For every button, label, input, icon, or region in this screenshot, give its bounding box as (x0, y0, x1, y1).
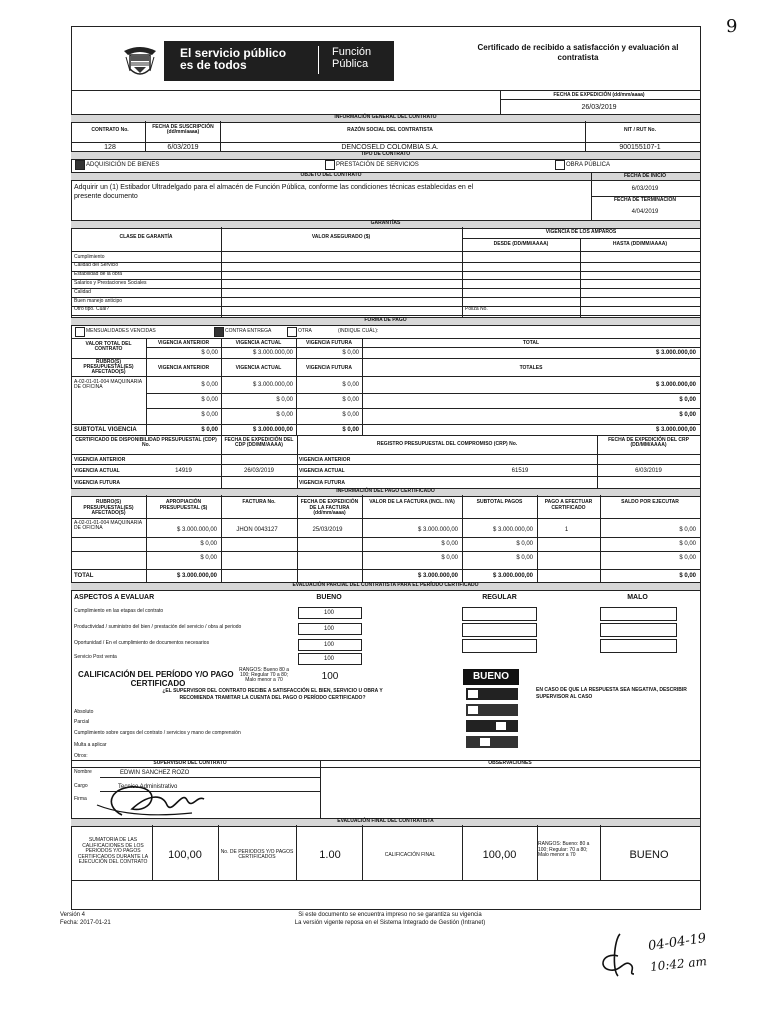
aspect-score: 100 (323, 656, 334, 662)
payment-info-col-line (462, 495, 463, 582)
handwritten-initials (590, 930, 650, 980)
aspect-score: 100 (323, 642, 334, 648)
question-1: ¿EL SUPERVISOR DEL CONTRATO RECIBE A SATISFACCIÓN EL BIEN, SERVICIO U OBRA Y (162, 688, 383, 694)
to-label: HASTA (DD/MM/AAAA) (612, 241, 668, 247)
rule (221, 338, 222, 435)
rule (71, 376, 700, 377)
subtotal-current: $ 3.000.000,00 (252, 427, 293, 433)
final-eval-title: EVALUACIÓN FINAL DEL CONTRATISTA (337, 818, 434, 824)
guarantee-row-label: Buen manejo anticipo (74, 297, 123, 304)
payment-form-cell: $ 0,00 (342, 412, 359, 418)
brand-line-2: es de todos (180, 58, 247, 72)
payment-info-cell: $ 3.000.000,00 (176, 527, 217, 533)
payment-info-col-line (297, 495, 298, 582)
rp-date[interactable]: 6/03/2019 (635, 468, 662, 474)
brand-divider (318, 46, 319, 74)
guarantee-row-label: Calidad (74, 288, 91, 295)
entity-line-1: Función (332, 46, 372, 58)
rule (462, 825, 463, 880)
footer-notice-2: La versión vigente reposa en el Sistema Integrado de Gestión (Intranet) (294, 920, 486, 926)
payment-info-cell: 1 (564, 527, 569, 533)
final-word: BUENO (629, 849, 669, 861)
nit-value[interactable]: 900155107-1 (619, 144, 661, 151)
issue-date-value[interactable]: 26/03/2019 (581, 104, 617, 111)
type-works-label: OBRA PÚBLICA (566, 162, 611, 168)
answer-line-3: Otros: (74, 753, 88, 759)
col-bad-label: MALO (627, 594, 648, 601)
cdp-date[interactable]: 26/03/2019 (243, 468, 275, 474)
from-label: DESDE (DD/MM/AAAA) (493, 241, 549, 247)
range-note: RANGOS: Bueno 80 a 100; Regular 70 a 80; Malo menor a 70 (238, 667, 290, 683)
aspect-bad-box[interactable] (600, 639, 677, 653)
subtotal-total: $ 3.000.000,00 (655, 427, 696, 433)
rule (71, 569, 700, 570)
note-text-2: SUPERVISOR AL CASO (536, 694, 593, 700)
rule (145, 121, 146, 151)
payment-info-cell: JHON 0043127 (236, 527, 278, 533)
row1-prev: $ 0,00 (201, 350, 218, 356)
payment-info-row-line (71, 537, 700, 538)
payment-info-col-line (146, 495, 147, 582)
page-number: 9 (726, 16, 738, 37)
guarantees-title: GARANTÍAS (370, 220, 401, 226)
footer-version: Versión 4 (60, 912, 86, 918)
payment-info-cell: $ 3.000.000,00 (417, 527, 458, 533)
rule (71, 518, 700, 519)
payment-info-header: FACTURA No. (242, 499, 276, 505)
aspects-label: ASPECTOS A EVALUAR (74, 594, 155, 601)
handwritten-time: 10:42 am (649, 954, 708, 974)
pay-on-delivery-checkbox[interactable] (214, 327, 224, 337)
object-text-1: Adquirir un (1) Estibador Ultradelgado para el almacén de Función Pública, conforme las condiciones técnicas establecidas en el (74, 184, 474, 191)
calification-value: 100 (321, 671, 339, 682)
aspect-label: Oportunidad / En el cumplimiento de documentos necesarios (74, 640, 210, 646)
cdp-date-label: FECHA DE EXPEDICIÓN DEL CDP (DD/MM/AAAA) (224, 437, 294, 448)
nit-label: NIT / RUT No. (624, 127, 656, 133)
rule (71, 880, 700, 881)
subtotal-label: SUBTOTAL VIGENCIA (74, 427, 137, 433)
payment-info-total-cell: $ 3.000.000,00 (417, 573, 458, 579)
payment-info-header: FECHA DE EXPEDICIÓN DE LA FACTURA (dd/mm/aaaa) (300, 499, 359, 516)
validity-label: VIGENCIA DE LOS AMPAROS (545, 229, 617, 235)
total-label: TOTAL (522, 340, 540, 346)
payment-form-title: FORMA DE PAGO (364, 317, 407, 323)
pay-monthly-label: MENSUALIDADES VENCIDAS (86, 328, 156, 334)
rule (71, 358, 700, 359)
subtotal-prev: $ 0,00 (201, 427, 218, 433)
guarantee-row-label: Otro tipo. Cuál? (74, 306, 110, 313)
handwritten-date: 04-04-19 (647, 931, 708, 954)
aspect-bad-box[interactable] (600, 623, 677, 637)
payment-info-col-line (221, 495, 222, 582)
sub-prev-label: VIGENCIA ANTERIOR (157, 365, 210, 371)
payment-info-header: SUBTOTAL PAGOS (476, 499, 523, 505)
guarantee-row-label: Cumplimiento (74, 253, 105, 260)
rule (71, 142, 700, 143)
payment-info-header: SALDO POR EJECUTAR (621, 499, 679, 505)
payment-info-total-cell: $ 0,00 (679, 573, 696, 579)
rule (296, 338, 297, 435)
sub-future-label: VIGENCIA FUTURA (306, 365, 352, 371)
aspect-regular-box[interactable] (462, 607, 537, 621)
payment-form-cell: $ 3.000.000,00 (655, 382, 696, 388)
answer-line-1: Cumplimiento sobre cargos del contrato / servicios y mano de comprensión (74, 730, 241, 736)
payment-form-row-line (146, 393, 700, 394)
note-text-1: EN CASO DE QUE LA RESPUESTA SEA NEGATIVA, DESCRIBIR (536, 687, 687, 693)
rule (71, 338, 700, 339)
sign-label: Firma (74, 796, 87, 802)
rule (71, 90, 700, 91)
start-date-value[interactable]: 6/03/2019 (631, 186, 659, 192)
rubro-text: A-02-01-01-004 MAQUINARIA DE OFICINA (74, 379, 142, 390)
payment-info-cell: $ 0,00 (516, 555, 533, 561)
rule (500, 99, 700, 100)
rule (71, 476, 700, 477)
sub-current-label: VIGENCIA ACTUAL (235, 365, 282, 371)
coat-of-arms-logo (120, 43, 160, 81)
payment-info-cell: $ 3.000.000,00 (492, 527, 533, 533)
payment-info-header: APROPIACIÓN PRESUPUESTAL ($) (159, 499, 208, 511)
col-regular-label: REGULAR (482, 594, 517, 601)
guarantee-class-label: CLASE DE GARANTÍA (119, 234, 173, 240)
guarantee-row-line (71, 279, 700, 280)
cdp-label: CERTIFICADO DE DISPONIBILIDAD PRESUPUESTAL (CDP) No. (75, 437, 217, 448)
pay-other-hint: (INDIQUE CUÁL): (338, 328, 379, 334)
aspect-score: 100 (323, 626, 334, 632)
pay-monthly-checkbox[interactable] (75, 327, 85, 337)
payment-info-cell: $ 0,00 (516, 541, 533, 547)
type-services-checkbox[interactable] (325, 160, 335, 170)
policy-label: Póliza No. (465, 306, 488, 313)
rule (71, 424, 700, 425)
cdp-row-current: VIGENCIA ACTUAL (74, 468, 120, 474)
calification-label-1: CALIFICACIÓN DEL PERÍODO Y/O PAGO (78, 670, 234, 679)
pi-total-label: TOTAL (74, 573, 94, 579)
document-title-1: Certificado de recibido a satisfacción y evaluación al (477, 43, 679, 52)
object-text-2: presente documento (74, 193, 138, 200)
signed-date-value[interactable]: 6/03/2019 (167, 144, 199, 151)
rule (320, 760, 321, 818)
rule (537, 825, 538, 880)
type-services-label: PRESTACIÓN DE SERVICIOS (336, 162, 419, 168)
rule (71, 454, 700, 455)
payment-info-cell: $ 0,00 (200, 555, 217, 561)
calification-label-2: CERTIFICADO (130, 679, 186, 688)
aspect-bad-box[interactable] (600, 607, 677, 621)
rule (600, 825, 601, 880)
answer-yes-label: Absoluto (74, 709, 94, 715)
guarantee-row-label: Calidad del Servicio (74, 262, 119, 269)
rp-row-future: VIGENCIA FUTURA (299, 480, 345, 486)
cdp-number[interactable]: 14919 (175, 468, 192, 474)
sub-totals-label: TOTALES (519, 365, 543, 371)
rule (362, 338, 363, 435)
issue-date-label: FECHA DE EXPEDICIÓN (dd/mm/aaaa) (553, 92, 645, 98)
brand-line-1: El servicio público (180, 46, 287, 60)
rubro-label: RUBRO(S) PRESUPUESTAL(ES) AFECTADO(S) (83, 359, 134, 375)
total-contract-label: VALOR TOTAL DEL CONTRATO (85, 341, 132, 352)
aspect-regular-box[interactable] (462, 623, 537, 637)
payment-info-col-line (537, 495, 538, 582)
rp-label: REGISTRO PRESUPUESTAL DEL COMPROMISO (CRP) No. (376, 441, 518, 447)
rule (218, 825, 219, 880)
prev-year-label: VIGENCIA ANTERIOR (157, 340, 210, 346)
payment-info-cell: 25/03/2019 (312, 527, 343, 533)
aspect-label: Cumplimiento en las etapas del contrato (74, 608, 164, 614)
document-title-2: contratista (557, 53, 599, 62)
role-label: Cargo (74, 783, 88, 789)
rule (597, 435, 598, 488)
name-label: Nombre (74, 769, 92, 775)
rule (221, 227, 222, 317)
type-works-checkbox[interactable] (555, 160, 565, 170)
payment-info-header: VALOR DE LA FACTURA (INCL. IVA) (369, 499, 455, 505)
good-stamp-text: BUENO (472, 671, 510, 682)
periods-value: 1.00 (319, 849, 341, 861)
guarantee-row-line (71, 262, 700, 263)
guarantee-row-line (71, 306, 700, 307)
object-title: OBJETO DEL CONTRATO (300, 172, 362, 178)
row1-current: $ 3.000.000,00 (252, 350, 293, 356)
payment-info-col-line (362, 495, 363, 582)
rule (152, 825, 153, 880)
payment-form-row-line (146, 408, 700, 409)
answer-checkbox-grid[interactable] (466, 688, 518, 750)
type-goods-label: ADQUISICIÓN DE BIENES (86, 162, 160, 168)
cdp-row-future: VIGENCIA FUTURA (74, 480, 120, 486)
sum-value: 100,00 (168, 849, 202, 861)
rule (221, 435, 222, 488)
payment-info-cell: $ 0,00 (200, 541, 217, 547)
type-goods-checkbox[interactable] (75, 160, 85, 170)
payment-info-header: PAGO A EFECTUAR CERTIFICADO (544, 499, 593, 511)
guarantee-row-line (71, 288, 700, 289)
payment-info-cell: $ 0,00 (679, 555, 696, 561)
payment-form-cell: $ 0,00 (201, 397, 218, 403)
payment-form-cell: $ 0,00 (342, 397, 359, 403)
final-label: CALIFICACIÓN FINAL (384, 852, 436, 858)
rp-row-current: VIGENCIA ACTUAL (299, 468, 345, 474)
footer-date: Fecha: 2017-01-21 (60, 920, 111, 926)
observations-title: OBSERVACIONES (488, 760, 532, 766)
contract-type-title: TIPO DE CONTRATO (360, 151, 411, 157)
rule (146, 338, 147, 435)
rule (146, 347, 700, 348)
payment-form-cell: $ 0,00 (679, 397, 696, 403)
answer-line-2: Multa a aplicar (74, 742, 107, 748)
guarantee-row-label: Estabilidad de la obra (74, 271, 123, 278)
rule (71, 435, 700, 436)
final-range: RANGOS: Bueno: 80 a 100; Regular: 70 a 80; Malo menor a 70 (538, 841, 590, 858)
subtotal-future: $ 0,00 (342, 427, 359, 433)
rule (71, 767, 700, 768)
aspect-label: Productividad / suministro del bien / prestación del servicio / obra al periodo (74, 624, 242, 630)
insured-value-label: VALOR ASEGURADO ($) (311, 234, 371, 240)
supervisor-title: SUPERVISOR DEL CONTRATO (153, 760, 227, 766)
aspect-label: Servicio Post venta (74, 654, 117, 660)
payment-form-cell: $ 0,00 (679, 412, 696, 418)
end-date-value[interactable]: 4/04/2019 (631, 209, 659, 215)
footer-notice-1: Si este documento se encuentra impreso no se garantiza su vigencia (298, 912, 482, 918)
supervisor-role[interactable]: Tecnico Administrativo (118, 784, 178, 790)
pay-other-checkbox[interactable] (287, 327, 297, 337)
guarantee-row-label: Salarios y Prestaciones Sociales (74, 279, 147, 286)
payment-info-cell: $ 0,00 (441, 555, 458, 561)
supervisor-name[interactable]: EDWIN SANCHEZ ROZO (120, 770, 190, 776)
rule (71, 251, 700, 252)
guarantee-row-line (71, 271, 700, 272)
pi-rubro-text: A-02-01-01-004 MAQUINARIA DE OFICINA (74, 520, 142, 531)
guarantee-row-line (71, 315, 700, 316)
signed-date-label: FECHA DE SUSCRIPCIÓN (dd/mm/aaaa) (152, 124, 214, 135)
company-value[interactable]: DENCOSELD COLOMBIA S.A. (341, 144, 439, 151)
start-date-label: FECHA DE INICIO (623, 173, 667, 179)
col-good-label: BUENO (316, 594, 342, 601)
payment-info-cell: $ 0,00 (679, 541, 696, 547)
rule (462, 227, 463, 317)
question-2: RECOMIENDA TRAMITAR LA CUENTA DEL PAGO O PERÍODO CERTIFICADO? (179, 695, 366, 701)
rule (220, 121, 221, 151)
supervisor-signature (92, 775, 212, 823)
final-value: 100,00 (482, 849, 517, 861)
guarantee-row-line (71, 297, 700, 298)
sum-label: SUMATORIA DE LAS CALIFICACIONES DE LOS PERIODOS Y/O PAGOS CERTIFICADOS DURANTE LA EJECUCIÓN DEL CONTRATO (77, 837, 149, 865)
contract-no-label: CONTRATO No. (91, 127, 129, 133)
payment-info-total-cell: $ 3.000.000,00 (176, 573, 217, 579)
aspect-regular-box[interactable] (462, 639, 537, 653)
rule (362, 825, 363, 880)
payment-info-row-line (71, 551, 700, 552)
payment-info-cell: $ 0,00 (441, 541, 458, 547)
end-date-label: FECHA DE TERMINACIÓN (613, 197, 677, 203)
row1-future: $ 0,00 (342, 350, 359, 356)
payment-form-cell: $ 0,00 (276, 397, 293, 403)
current-year-label: VIGENCIA ACTUAL (235, 340, 282, 346)
payment-form-cell: $ 0,00 (201, 382, 218, 388)
payment-form-cell: $ 0,00 (276, 412, 293, 418)
aspect-score: 100 (323, 610, 334, 616)
payment-info-cell: $ 0,00 (679, 527, 696, 533)
contract-info-title: INFORMACIÓN GENERAL DEL CONTRATO (334, 114, 437, 120)
periods-label: No. DE PERIODOS Y/O PAGOS CERTIFICADOS (220, 849, 294, 860)
payment-info-title: INFORMACIÓN DEL PAGO CERTIFICADO (336, 488, 435, 494)
answer-partial-label: Parcial (74, 719, 90, 725)
rule (296, 825, 297, 880)
rp-date-label: FECHA DE EXPEDICIÓN DEL CRP (DD/MM/AAAA) (608, 437, 689, 448)
rule (297, 435, 298, 488)
rp-number[interactable]: 61519 (511, 468, 529, 474)
row1-total: $ 3.000.000,00 (655, 350, 696, 356)
pay-on-delivery-label: CONTRA ENTREGA (225, 328, 272, 334)
payment-form-cell: $ 0,00 (201, 412, 218, 418)
future-year-label: VIGENCIA FUTURA (306, 340, 352, 346)
pay-other-label: OTRA (298, 328, 312, 334)
payment-info-total-cell: $ 3.000.000,00 (492, 573, 533, 579)
contract-no-value[interactable]: 128 (104, 144, 116, 151)
payment-info-header: RUBRO(S) PRESUPUESTAL(ES) AFECTADO(S) (83, 499, 134, 516)
rule (462, 238, 700, 239)
payment-form-cell: $ 0,00 (342, 382, 359, 388)
company-label: RAZÓN SOCIAL DEL CONTRATISTA (347, 127, 433, 133)
entity-line-2: Pública (332, 58, 369, 70)
payment-form-cell: $ 3.000.000,00 (252, 382, 293, 388)
cdp-row-prev: VIGENCIA ANTERIOR (74, 457, 126, 463)
rule (71, 464, 700, 465)
partial-eval-title: EVALUACIÓN PARCIAL DEL CONTRATISTA PARA EL PERÍODO CERTIFICADO (292, 582, 479, 588)
rp-row-prev: VIGENCIA ANTERIOR (299, 457, 351, 463)
payment-info-col-line (600, 495, 601, 582)
